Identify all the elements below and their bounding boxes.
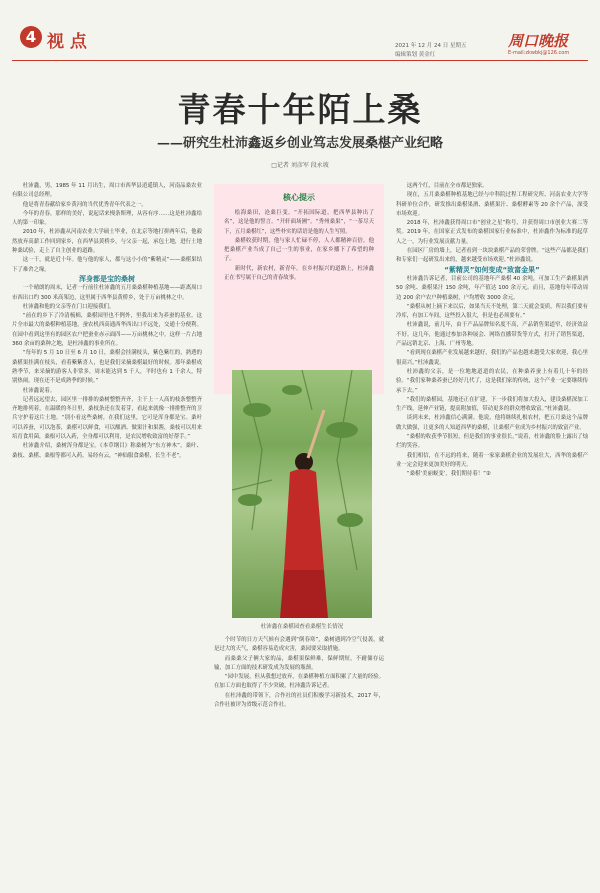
paragraph: 而桑桑父子俩大家的品，桑椹果保鲜难，保鲜期短，不耐储存运输，加工方面的技术研发成为发展的瓶颈。 — [214, 655, 384, 671]
article-byline: □记者 刘彦军 段永坡 — [271, 162, 329, 169]
paragraph: 在杜沛鑫的带领下，合作社的社员们积极学习新技术，2017 年，合作社被评为省级示范合作社。 — [214, 692, 384, 709]
paragraph: “每年的 5 月 10 日至 6 月 10 日，桑椹会挂满枝头，紫色紫红的，熟透的桑椹果挂满在枝头，看着紫紫喜人，也是我们采摘桑椹最好的时候。那年桑椹成熟季节，来采摘的游客人非常多，周末能达到 5 千人，平时也有 1 千余人，特别热闹。现在还不是成熟季的时候。” — [12, 350, 202, 385]
paragraph: 这两个红，目前在全市都是独家。 — [406, 183, 488, 189]
paragraph: 杜沛鑫的父亲，是一位地地道道的农民，在种桑养蚕上有着几十年的经验。“我们家种桑养蚕已经好几代了，这是我们家的传统，这个产业一定要继续传承下去。” — [396, 368, 588, 394]
paragraph: 他是将青春献给家乡黄河的当代优秀青年代表之一。 — [22, 201, 147, 208]
article-photo — [232, 370, 372, 618]
paragraph: “我们的桑椹园，基地还正在扩建，下一步我们将加大投入，建设桑椹深加工生产线，延伸产业链，提高附加值，带动更多的群众增收致富。”杜沛鑫说。 — [396, 396, 588, 413]
column-1 — [12, 182, 202, 882]
paragraph: “园中发展，但从我想过放弃，在桑椹种植方面积累了大量的经验。在加工方面也取得了不少突破，杜沛鑫告诉记者。 — [214, 674, 384, 690]
page-header — [0, 0, 600, 62]
paragraph: 记者远远望去，园区里一排排的桑树整整齐齐，主干上一人高的枝条整整齐齐地排列着，在温暖的冬日里，桑枝条还在发着芽，看起来就像一排排整齐的卫兵守护着这片土地。“别小看这些桑树，在我们这里，它可是浑身都是宝。桑叶可以养蚕，可以泡茶，桑椹可以鲜食，可以酿酒、做果汁和果酱，桑枝可以用来培育食用菌，桑根可以入药，全身都可以利用，是农民增收致富的好帮手。” — [12, 396, 202, 441]
key-point: 桑椹收获时期，他与家人忙碌不停，人人都精神百倍。他把桑椹产业当成了自己一生的事业，在家乡播下了希望的种子。 — [224, 237, 374, 263]
column-2-bottom — [214, 636, 384, 882]
paragraph: 2010 年，杜沛鑫从河南农业大学硕士毕业，在北京等地打拼两年后，他毅然放弃高薪工作回到家乡，在西华县黄桥乡，与父亲一起，承包土地，进行土地种桑试验，走上了自主创业的道路。 — [12, 229, 202, 255]
key-points-title: 核心提示 — [283, 193, 315, 202]
paragraph: “桑椹从树上摘下来以后，如果当天不处理，第二天就会变质，所以我们要有冷库，有加工车间，这些投入很大，但是也必须要有。” — [396, 303, 588, 320]
newspaper-logo: 周口晚报 — [508, 32, 569, 50]
key-points-box — [214, 184, 384, 394]
section-name: 视 点 — [47, 32, 87, 52]
paragraph: 谈到未来，杜沛鑫信心满满。他说，他将继续扎根农村，把五月桑这个品牌做大做强，让更多的人知道西华的桑椹，让桑椹产业成为乡村振兴的致富产业。 — [396, 415, 588, 431]
section-number-badge: 4 — [20, 26, 42, 48]
paragraph: 杜沛鑫，男，1985 年 11 月出生，周口市西华县逍遥镇人，河南品桑农业有限公司总经理。 — [12, 183, 202, 199]
photo-caption: 杜沛鑫在桑椹园查看桑椹生长情况 — [260, 624, 344, 630]
key-point: 绘海桑田，沧桑巨变。“开拓国际道，把西华县种出了名”，这是他的誓言。“开轩面场圃”，“秀州桑果”，“一茶尽天下，五月桑椹红”，这些朴实的话语是他的人生写照。 — [224, 210, 374, 235]
date-line: 2021 年 12 月 24 日 星期五 — [395, 43, 467, 49]
paragraph: 今年的青春，那样的美好，说起话来慢条斯理，从容有序……这是杜沛鑫给人的第一印象。 — [12, 210, 202, 227]
article-title: 青春十年陌上桑 — [177, 90, 423, 129]
column-3 — [396, 182, 588, 882]
paragraph: “桑椹的收获季节很短，但是我们的事业很长。”说着，杜沛鑫的脸上露出了灿烂的笑容。 — [396, 434, 588, 450]
paragraph: 在园区厂房的墙上，记者看到一块块桑椹产品的荣誉牌。“这些产品都是我们和专家们一起研发出来的，越来越受市场欢迎。”杜沛鑫说。 — [396, 248, 588, 264]
subheading: 浑身都是宝的桑树 — [79, 274, 135, 283]
article-subtitle: ——研究生杜沛鑫返乡创业笃志发展桑椹产业纪略 — [156, 136, 443, 151]
paragraph: 杜沛鑫说着。 — [22, 387, 56, 394]
issue-info — [395, 42, 466, 60]
col1-bottom-text — [12, 284, 202, 461]
subheading: “紫精灵”如何变成“致富金果” — [444, 265, 540, 274]
paragraph: “看到现在桑椹产业发展越来越好，我们的产品也越来越受大家欢迎，我心里很高兴。”杜沛鑫说。 — [396, 350, 588, 366]
paragraph: 一个晴朗的周末，记者一行前往杜沛鑫的五月桑桑椹种植基地——距离周口市西出口约 300 米高架边，这里属于西华县黄桥乡，处于万亩桃林之中。 — [12, 285, 202, 301]
paragraph: 个时节的日方天气候有会遇到“倒春寒”，桑树遇到冷空气侵袭，就是过大的天气，桑椹容易造成灾害，桑园要采取措施。 — [214, 637, 384, 653]
paragraph: 我们相信，在不远的将来，随着一家家桑椹企业的发展壮大，西华的桑椹产业一定会迎来更加美好的明天。 — [396, 452, 588, 468]
paragraph: “桑椹‘美丽蜕变’，我们期待着！”② — [406, 471, 491, 478]
contact-email: E-mail:zkwbkj@126.com — [508, 50, 570, 56]
paragraph: 杜沛鑫和他的父亲等在门口迎接我们。 — [22, 303, 115, 310]
paragraph: 杜沛鑫告诉记者，目前公司的基地年产桑椹 40 余吨，可加工生产桑椹果酒 50 余吨、桑椹果汁 150 余吨，年产值达 100 余万元。而且，基地每年带动周边 200 余户农户种植桑树，户均增收 3000 余元。 — [396, 275, 588, 301]
key-point: 新时代，新农村，新青年。在乡村振兴的道路上，杜沛鑫正在书写属于自己的青春故事。 — [224, 265, 374, 282]
col3-bottom-text — [396, 275, 588, 480]
col1-top-text — [12, 182, 202, 275]
paragraph: 2018 年，杜沛鑫获得周口市“创业之星”称号，并获得周口市创业大赛二等奖。2019 年，在国家正式发布的桑椹国家行业标准中，杜沛鑫作为标准的起草人之一，为行业发展贡献力量。 — [396, 220, 588, 245]
paragraph: 杜沛鑫介绍，桑树浑身都是宝。《本草纲目》称桑树为“东方神木”，桑叶、桑枝、桑椹、桑根等都可入药。易经有云，“神仙服食桑椹，长生不老”。 — [12, 443, 202, 459]
photo-illustration — [232, 370, 372, 618]
paragraph: 这一干，就是近十年。他与他的家人，都与这小小的“紫精灵”——桑椹果结下了难舍之缘。 — [12, 257, 202, 273]
paragraph: “前在的乡下了冷清梳棉，桑椹园里也不例外，里我出来为养蚕的基业。这片全市最大的桑椹种植基地，蚕农机西高通西华西出口不远处，交通十分便利。在园中看到这里有的园区农户把蚕业赤示面四——万亩桃林之中。这样一片占地 360 余亩的桑种之地，是杜沛鑫的事业所在。 — [12, 313, 202, 348]
paragraph: 杜沛鑫说，前几年，由于产品品牌知名度不高，产品销售渠道窄，经济效益不好。这几年，他通过参加各种展会、网络直播带货等方式，打开了销售渠道，产品远销北京、上海、广州等地。 — [396, 322, 588, 348]
col3-top-text — [396, 182, 588, 266]
paragraph: 现在，五月桑桑椹种植基地已经与中科院过程工程研究所、河南农业大学等科研单位合作，研发推出桑椹果酒、桑椹果汁、桑椹酵素等 20 余个产品，深受市场欢迎。 — [396, 192, 588, 217]
editor-line: 编辑策划 黄金红 — [395, 52, 436, 58]
header-divider — [12, 60, 588, 61]
